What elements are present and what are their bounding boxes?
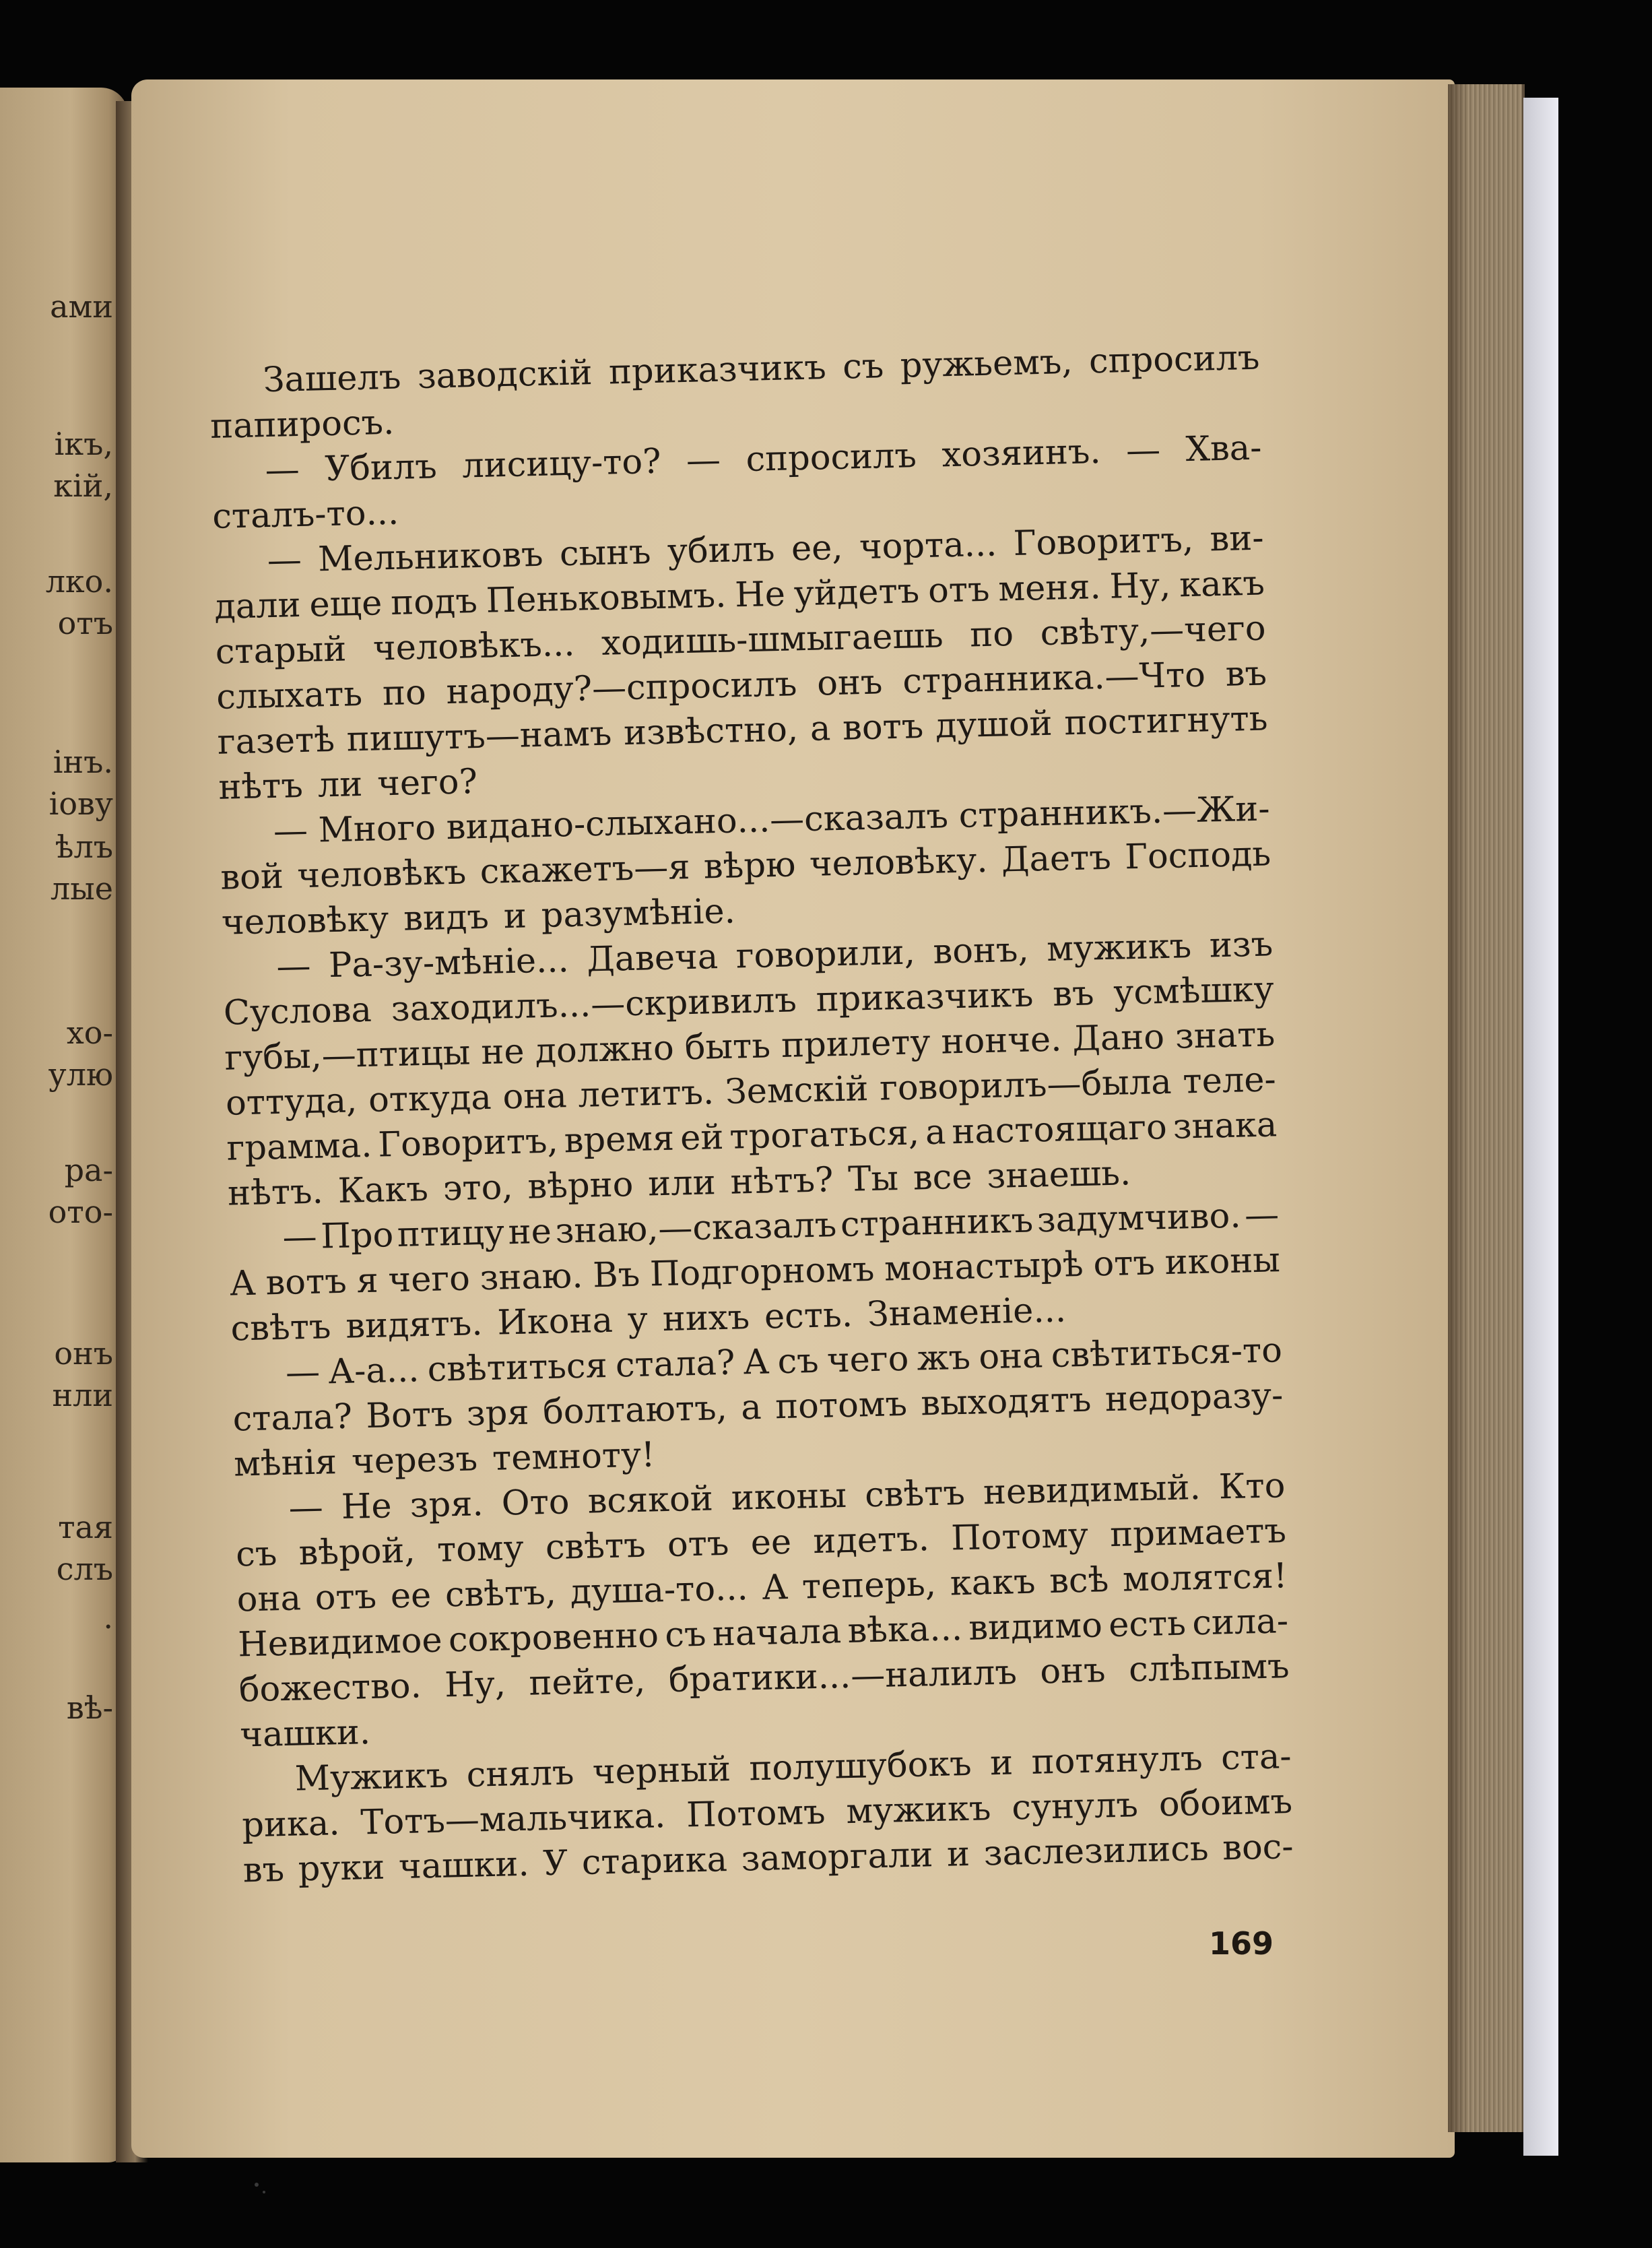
word: не: [508, 1211, 552, 1253]
previous-page-line: ра-: [64, 1152, 113, 1188]
word: разумѣніе.: [541, 891, 736, 936]
word: уйдетъ: [793, 571, 920, 614]
word: всякой: [587, 1479, 714, 1522]
word: невидимый.: [983, 1468, 1201, 1513]
word: есть.: [764, 1295, 853, 1337]
word: Зашелъ: [263, 357, 401, 401]
word: вотъ: [842, 707, 924, 748]
word: темноту!: [492, 1435, 656, 1479]
word: А: [742, 1342, 770, 1383]
word: оттуда,: [225, 1081, 358, 1124]
word: сталъ-то...: [211, 492, 399, 537]
word: быть: [684, 1026, 771, 1068]
word: отъ: [927, 569, 991, 611]
word: вѣрой,: [298, 1531, 416, 1574]
word: спросилъ: [745, 436, 917, 480]
word: человѣкъ...: [372, 624, 576, 669]
word: ходишь-шмыгаешь: [601, 616, 944, 664]
word: Ну,: [444, 1664, 506, 1706]
word: Господь: [1124, 834, 1271, 878]
word: усмѣшку: [1113, 969, 1275, 1013]
word: знака: [1172, 1105, 1278, 1147]
word: Какъ: [337, 1169, 429, 1211]
previous-page-line: ѣлъ: [55, 829, 113, 865]
word: и: [946, 1834, 970, 1875]
word: руки: [298, 1847, 385, 1890]
word: У: [542, 1843, 568, 1884]
word: иконы: [1164, 1240, 1281, 1283]
word: знаешь.: [986, 1153, 1131, 1197]
word: это,: [442, 1167, 514, 1209]
previous-page-line: отъ: [57, 605, 113, 641]
word: свѣтъ: [230, 1307, 332, 1349]
word: говорили,: [735, 932, 916, 977]
previous-page-line: ікъ,: [54, 426, 113, 462]
word: спросилъ: [1088, 338, 1260, 382]
word: по: [969, 614, 1014, 655]
word: ее,: [791, 527, 844, 569]
word: примаетъ: [1109, 1511, 1287, 1555]
word: начала: [712, 1611, 842, 1655]
word: Тотъ—мальчика.: [360, 1796, 666, 1843]
word: папиросъ.: [209, 402, 395, 447]
word: свѣтъ: [864, 1473, 966, 1516]
word: тому: [436, 1528, 525, 1570]
word: съ: [664, 1614, 707, 1656]
word: зря: [466, 1392, 530, 1434]
word: меня.: [997, 567, 1102, 610]
word: подъ: [390, 581, 478, 623]
word: слѣпымъ: [1128, 1646, 1290, 1690]
word: Кто: [1218, 1466, 1286, 1508]
word: губы,—птицы: [224, 1033, 471, 1079]
word: Много: [318, 808, 436, 851]
word: сынъ: [559, 532, 652, 575]
word: слыхать: [216, 674, 363, 717]
previous-page-line: іову: [48, 785, 113, 822]
word: Убилъ: [324, 447, 438, 490]
word: старика: [581, 1840, 728, 1884]
word: Говоритъ,: [1013, 519, 1194, 564]
previous-page-line: інъ.: [53, 744, 113, 780]
word: жъ: [916, 1337, 971, 1379]
previous-page-line: улю: [48, 1056, 113, 1093]
word: —: [265, 449, 300, 491]
word: ли: [317, 764, 363, 806]
word: нонче.: [940, 1019, 1062, 1062]
word: знать: [1175, 1015, 1276, 1057]
word: у: [627, 1299, 649, 1341]
word: потомъ: [774, 1384, 908, 1427]
word: трогаться,: [729, 1113, 920, 1157]
word: —: [285, 1352, 321, 1393]
word: еще: [308, 583, 383, 625]
word: пишутъ—намъ: [346, 713, 612, 760]
word: какъ: [1179, 563, 1265, 606]
word: душой: [935, 703, 1053, 746]
word: видятъ.: [345, 1304, 484, 1347]
word: —: [273, 810, 308, 852]
word: Земскій: [725, 1069, 869, 1112]
word: А: [761, 1567, 789, 1608]
word: монастырѣ: [884, 1244, 1084, 1289]
word: мужикъ: [845, 1789, 992, 1832]
word: Не: [341, 1486, 393, 1527]
word: потянулъ: [1031, 1739, 1203, 1783]
word: черный: [592, 1749, 731, 1793]
previous-page-line: хо-: [66, 1015, 113, 1051]
word: отъ: [1092, 1243, 1156, 1285]
word: откуда: [368, 1077, 492, 1120]
word: изъ: [1209, 924, 1274, 966]
word: лисицу-то?: [461, 441, 662, 486]
word: А-а...: [327, 1350, 420, 1392]
word: она: [502, 1076, 568, 1118]
previous-page-line: лко.: [45, 563, 113, 600]
word: странникъ: [840, 1200, 1034, 1246]
word: душа-то...: [570, 1568, 749, 1613]
previous-page-line: онъ: [54, 1335, 113, 1372]
word: народу?—спросилъ: [445, 664, 797, 713]
word: ее: [390, 1575, 432, 1617]
word: идетъ.: [812, 1519, 930, 1562]
word: Въ: [592, 1254, 640, 1296]
word: онъ: [1039, 1650, 1106, 1692]
word: обоимъ: [1158, 1782, 1293, 1825]
previous-page-line: тая: [58, 1509, 113, 1545]
word: свѣтиться-то: [1051, 1330, 1283, 1376]
word: пейте,: [528, 1661, 646, 1704]
word: снялъ: [466, 1753, 575, 1795]
word: мужикъ: [1046, 926, 1192, 969]
word: отъ: [315, 1576, 377, 1618]
word: Говоритъ,: [377, 1121, 559, 1165]
word: странника.—Что: [902, 655, 1206, 702]
word: заводскій: [417, 353, 593, 397]
word: въ: [1225, 653, 1267, 695]
word: —: [275, 946, 312, 987]
word: видъ: [403, 897, 490, 939]
word: Пеньковымъ.: [486, 575, 727, 621]
word: нихъ: [662, 1297, 750, 1340]
word: чего: [387, 1258, 471, 1301]
word: съ: [842, 346, 884, 387]
word: чего: [826, 1339, 909, 1381]
word: должно: [534, 1028, 675, 1072]
word: время: [564, 1118, 675, 1161]
word: —: [288, 1487, 324, 1529]
word: вонъ,: [932, 930, 1030, 972]
word: ви-: [1209, 518, 1265, 560]
word: хозяинъ.: [941, 431, 1102, 476]
dust-speck: [255, 2183, 259, 2187]
word: настоящаго: [951, 1107, 1168, 1153]
word: онъ: [816, 662, 884, 704]
word: я: [356, 1260, 379, 1302]
word: Про: [320, 1215, 394, 1257]
word: чего?: [376, 762, 478, 804]
word: извѣстно,: [623, 709, 799, 754]
word: —: [1125, 430, 1161, 472]
backing-sheet: [1523, 98, 1558, 2156]
word: стала?: [615, 1343, 735, 1386]
word: чорта...: [859, 524, 997, 568]
word: Знаменіе...: [867, 1290, 1067, 1335]
previous-page-line: слъ: [56, 1551, 113, 1587]
word: болтаютъ,: [542, 1388, 728, 1433]
word: чашки.: [239, 1712, 371, 1756]
word: странникъ.—Жи-: [958, 789, 1271, 836]
word: рика.: [241, 1803, 341, 1846]
word: задумчиво.: [1036, 1196, 1242, 1241]
word: газетѣ: [217, 719, 335, 763]
word: она: [236, 1578, 302, 1620]
word: зря.: [409, 1484, 484, 1526]
word: сокровенно: [448, 1615, 659, 1661]
word: Потомъ: [686, 1792, 826, 1836]
word: по: [382, 672, 427, 714]
word: недоразу-: [1104, 1376, 1284, 1420]
word: иконы: [731, 1475, 847, 1518]
word: въ: [242, 1850, 285, 1891]
word: Ото: [501, 1482, 570, 1524]
previous-page-line: .: [103, 1599, 113, 1636]
word: постигнуть: [1063, 699, 1269, 744]
previous-page-line: лые: [50, 870, 113, 907]
previous-page-line: ото-: [48, 1194, 113, 1230]
word: человѣкъ: [296, 852, 467, 897]
word: мѣнія: [233, 1442, 337, 1485]
word: Ра-зу-мѣніе...: [328, 940, 570, 986]
word: свѣтъ: [545, 1525, 647, 1568]
word: съ: [235, 1534, 277, 1575]
word: и: [503, 896, 527, 937]
word: ее: [750, 1522, 792, 1564]
word: старый: [215, 629, 347, 672]
word: заходилъ...—скривилъ: [391, 980, 797, 1030]
word: ружьемъ,: [900, 342, 1073, 386]
word: черезъ: [351, 1439, 478, 1482]
word: вос-: [1222, 1827, 1294, 1869]
word: человѣку.: [809, 840, 989, 885]
word: а: [925, 1112, 947, 1153]
word: А: [229, 1263, 257, 1304]
word: Икона: [496, 1300, 614, 1343]
book-page: [131, 79, 1455, 2158]
word: она: [978, 1336, 1044, 1378]
word: сунулъ: [1011, 1785, 1139, 1828]
word: заморгали: [740, 1835, 933, 1880]
word: нѣтъ: [218, 765, 304, 808]
word: Невидимое: [237, 1620, 443, 1665]
word: видимо: [968, 1605, 1103, 1648]
previous-page-line: кій,: [53, 468, 113, 504]
word: Вотъ: [365, 1394, 454, 1437]
word: вѣрю: [703, 845, 797, 887]
word: какъ: [950, 1562, 1036, 1604]
previous-page-line: ами: [50, 288, 113, 325]
word: Мельниковъ: [317, 534, 544, 580]
page-number: 169: [1209, 1925, 1274, 1962]
word: убилъ: [667, 529, 776, 572]
word: —: [267, 540, 302, 581]
previous-page-line: нли: [52, 1377, 113, 1413]
word: божество.: [238, 1666, 422, 1710]
word: отъ: [667, 1523, 729, 1565]
word: нѣтъ?: [729, 1160, 834, 1202]
word: скажетъ—я: [480, 847, 691, 893]
word: Ты: [847, 1159, 899, 1200]
word: стала?: [232, 1396, 353, 1440]
word: свѣтиться: [427, 1345, 608, 1390]
word: видано-слыхано...—сказалъ: [446, 796, 949, 848]
word: приказчикъ: [816, 975, 1034, 1020]
word: дали: [213, 585, 302, 627]
dust-speck: [263, 2191, 265, 2193]
word: Потому: [950, 1515, 1089, 1559]
word: —: [1244, 1195, 1280, 1236]
word: молятся!: [1122, 1556, 1288, 1600]
word: прилету: [781, 1022, 931, 1066]
word: вой: [220, 856, 284, 898]
word: Даетъ: [1001, 837, 1112, 880]
word: Мужикъ: [294, 1756, 449, 1799]
word: приказчикъ: [608, 348, 827, 393]
word: чашки.: [398, 1844, 530, 1888]
word: летитъ.: [577, 1072, 715, 1116]
word: теле-: [1182, 1060, 1277, 1102]
word: и: [989, 1743, 1014, 1784]
word: всѣ: [1049, 1560, 1109, 1602]
word: есть: [1108, 1603, 1187, 1646]
word: а: [810, 709, 831, 749]
word: заслезились: [983, 1828, 1210, 1874]
word: съ: [777, 1341, 820, 1382]
word: Суслова: [223, 990, 372, 1033]
previous-page-fragment: [0, 88, 128, 2162]
word: въ: [1052, 973, 1095, 1015]
word: или: [647, 1163, 717, 1205]
word: нѣтъ.: [227, 1171, 324, 1214]
word: вѣка...: [847, 1609, 963, 1651]
word: братики...—налилъ: [668, 1652, 1018, 1701]
word: человѣку: [221, 899, 389, 943]
word: знаю.: [479, 1256, 584, 1299]
word: Дано: [1071, 1017, 1165, 1060]
word: полушубокъ: [748, 1743, 972, 1789]
word: —: [686, 440, 721, 481]
word: вѣрно: [527, 1165, 634, 1207]
word: сила-: [1191, 1601, 1289, 1644]
word: ста-: [1220, 1737, 1292, 1778]
word: ей: [680, 1117, 724, 1159]
previous-page-line: вѣ-: [66, 1690, 113, 1726]
word: Подгорномъ: [649, 1249, 875, 1295]
word: вотъ: [265, 1261, 348, 1304]
word: говорилъ—была: [879, 1062, 1172, 1109]
word: птицу: [397, 1213, 505, 1255]
word: Не: [734, 574, 786, 616]
word: теперь,: [801, 1564, 937, 1607]
word: выходятъ: [920, 1380, 1092, 1424]
word: все: [913, 1157, 973, 1198]
word: не: [480, 1031, 525, 1073]
word: свѣтъ,: [444, 1572, 557, 1615]
word: а: [740, 1387, 762, 1428]
word: Хва-: [1185, 428, 1262, 470]
page-body-text: [209, 335, 1294, 1894]
word: свѣту,—чего: [1040, 608, 1267, 654]
word: Давеча: [586, 937, 719, 980]
page-edges-shadow: [1448, 84, 1468, 2132]
word: Ну,: [1109, 565, 1171, 607]
word: знаю,—сказалъ: [554, 1205, 837, 1252]
word: грамма.: [226, 1125, 372, 1169]
word: —: [282, 1217, 318, 1258]
